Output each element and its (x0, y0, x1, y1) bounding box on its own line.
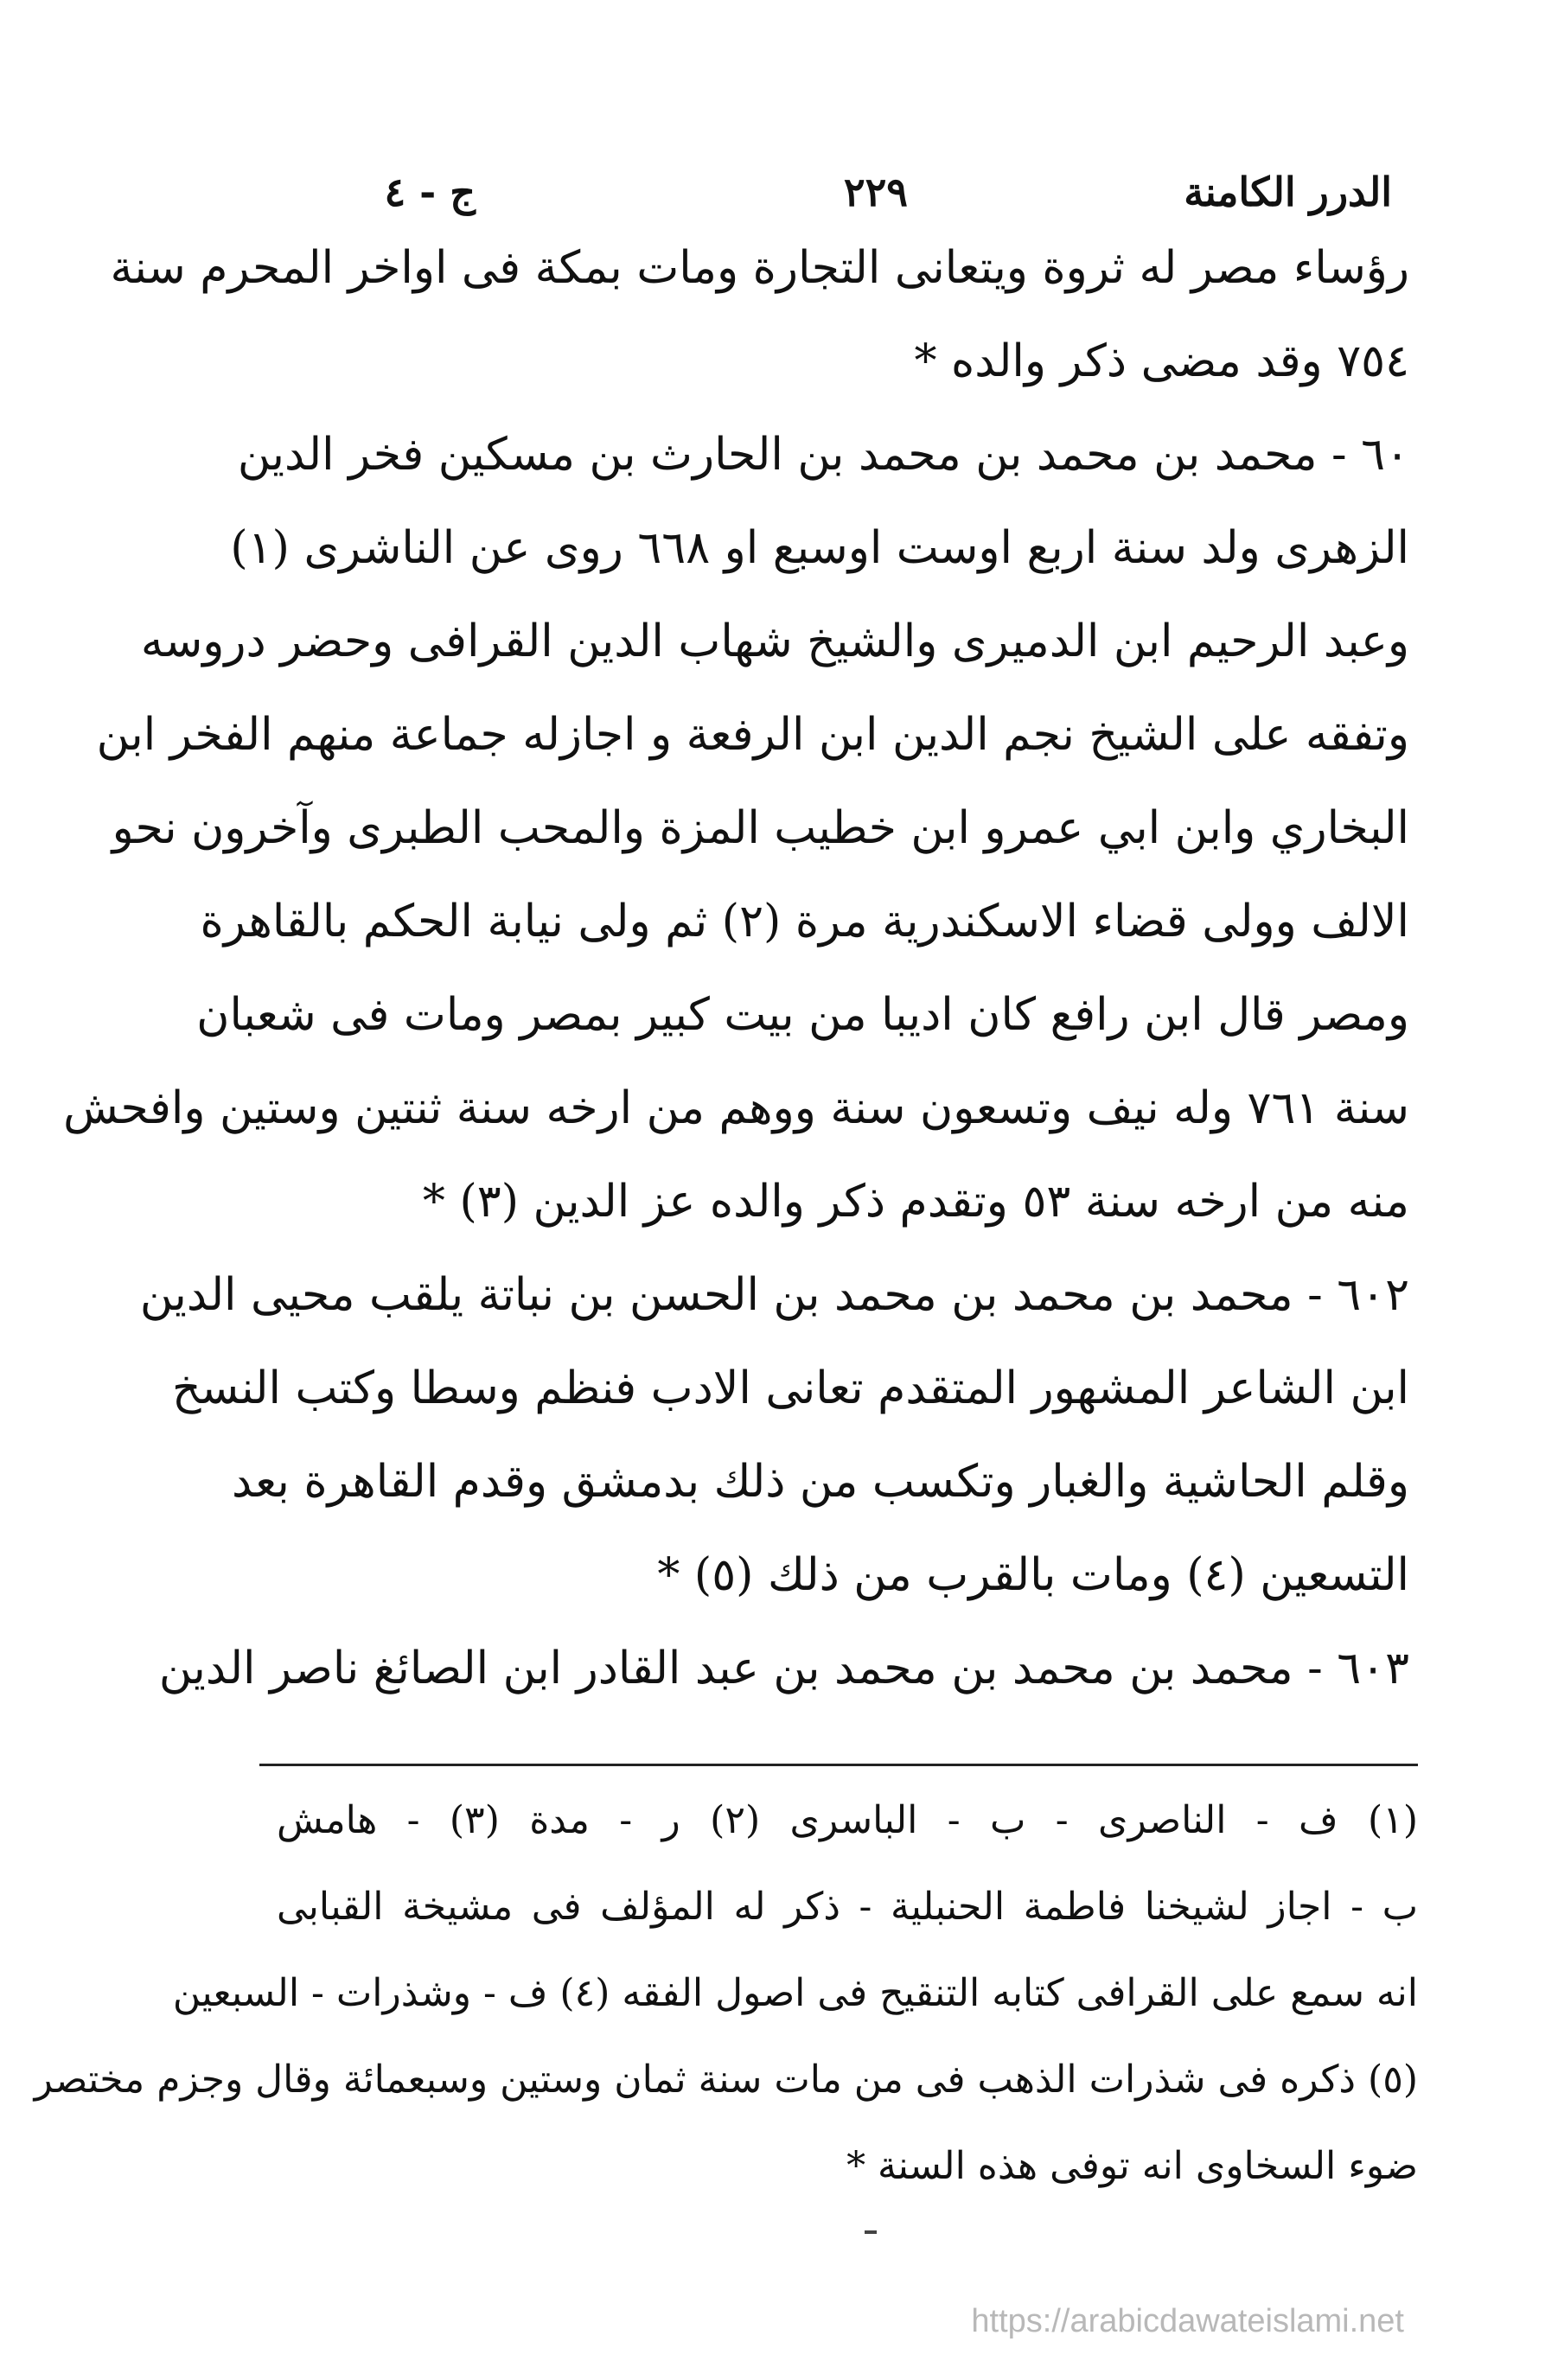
text-line: وعبد الرحيم ابن الدميرى والشيخ شهاب الدين القرافى وحضر دروسه (140, 616, 1409, 667)
text-line: سنة ٧٦١ وله نيف وتسعون سنة ووهم من ارخه سنة ثنتين وستين وافحش (63, 1082, 1409, 1134)
page-header (363, 169, 1392, 229)
text-line: الالف وولى قضاء الاسكندرية مرة (٢) ثم ولى نيابة الحكم بالقاهرة (200, 896, 1409, 948)
footnote-line: ضوء السخاوى انه توفى هذه السنة * (846, 2144, 1418, 2188)
book-title: الدرر الكامنة (1184, 169, 1392, 215)
main-text (63, 242, 1409, 1736)
entry-heading-line: ٦٠٢ - محمد بن محمد بن محمد بن الحسن بن نباتة يلقب محيى الدين (139, 1269, 1409, 1321)
text-line: ٧٥٤ وقد مضى ذكر والده * (914, 335, 1409, 387)
footnote-line: (١) ف - الناصرى - ب - الباسرى (٢) ر - مدة (٣) - هامش (277, 1798, 1418, 1842)
text-line: ومصر قال ابن رافع كان اديبا من بيت كبير بمصر ومات فى شعبان (196, 989, 1409, 1041)
page-number: ٢٢٩ (843, 169, 908, 215)
footnote-line: ب - اجاز لشيخنا فاطمة الحنبلية - ذكر له المؤلف فى مشيخة القبابى (277, 1885, 1418, 1929)
text-line: رؤساء مصر له ثروة ويتعانى التجارة ومات بمكة فى اواخر المحرم سنة (110, 242, 1409, 294)
text-line: ابن الشاعر المشهور المتقدم تعانى الادب فنظم وسطا وكتب النسخ (171, 1362, 1409, 1414)
footnote-line: (٥) ذكره فى شذرات الذهب فى من مات سنة ثمان وستين وسبعمائة وقال وجزم مختصر (34, 2058, 1418, 2102)
text-line: وقلم الحاشية والغبار وتكسب من ذلك بدمشق وقدم القاهرة بعد (231, 1456, 1409, 1508)
watermark-link[interactable]: https://arabicdawateislami.net (971, 2303, 1404, 2339)
text-line: منه من ارخه سنة ٥٣ وتقدم ذكر والده عز الدين (٣) * (422, 1176, 1409, 1228)
printer-mark (865, 2230, 877, 2234)
volume-label: ج - ٤ (384, 169, 476, 215)
footnote-divider (259, 1764, 1418, 1766)
text-line: التسعين (٤) ومات بالقرب من ذلك (٥) * (657, 1549, 1409, 1601)
text-line: البخاري وابن ابي عمرو ابن خطيب المزة والمحب الطبرى وآخرون نحو (112, 802, 1409, 854)
footnote-line: انه سمع على القرافى كتابه التنقيح فى اصول الفقه (٤) ف - وشذرات - السبعين (172, 1971, 1418, 2015)
text-line: وتفقه على الشيخ نجم الدين ابن الرفعة و اجازله جماعة منهم الفخر ابن (96, 709, 1409, 761)
footnotes (34, 1798, 1418, 2230)
text-line: الزهرى ولد سنة اربع اوست اوسبع او ٦٦٨ روى عن الناشرى (١) (230, 522, 1409, 574)
entry-heading-line: ٦٠ - محمد بن محمد بن محمد بن الحارث بن مسكين فخر الدين (237, 429, 1409, 481)
entry-heading-line: ٦٠٣ - محمد بن محمد بن محمد بن عبد القادر ابن الصائغ ناصر الدين (158, 1643, 1409, 1694)
